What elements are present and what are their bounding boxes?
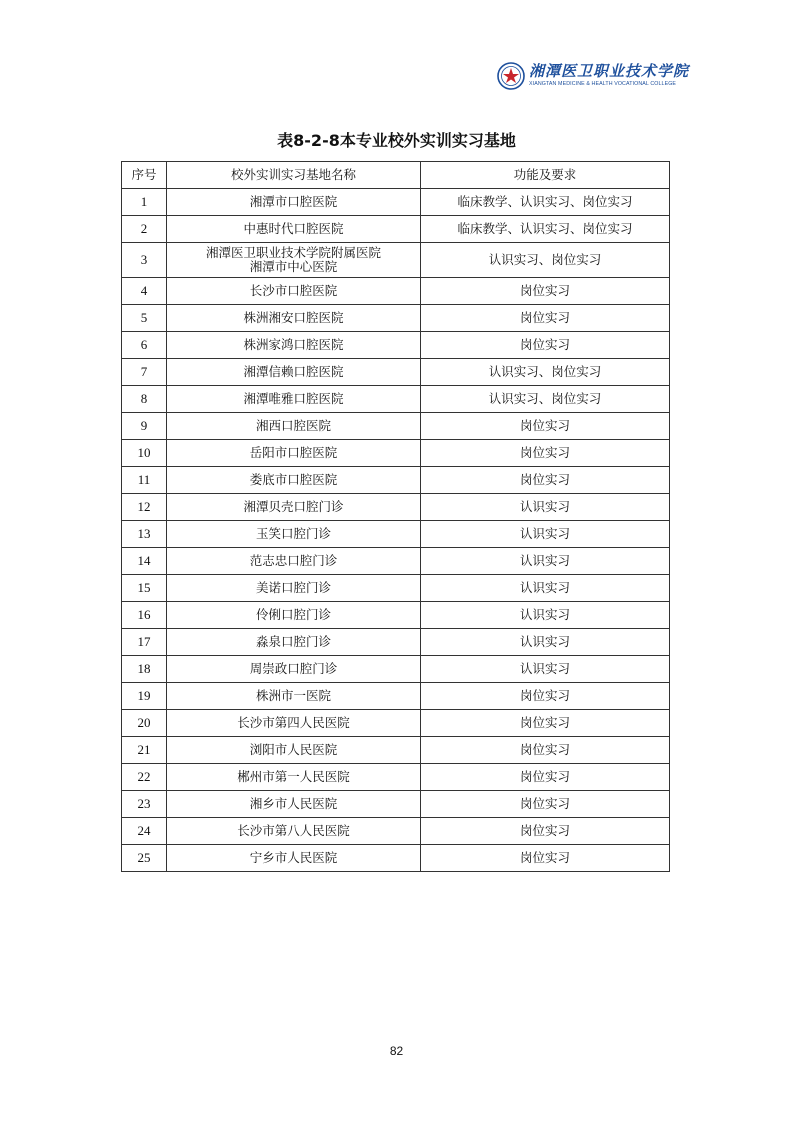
row-serial: 11 xyxy=(122,467,167,494)
row-base-name xyxy=(167,602,421,629)
row-serial: 21 xyxy=(122,737,167,764)
row-function: 岗位实习 xyxy=(421,764,670,791)
table-row xyxy=(122,494,670,521)
table-row xyxy=(122,548,670,575)
row-function: 认识实习、岗位实习 xyxy=(421,386,670,413)
base-name-line: 郴州市第一人民医院 xyxy=(237,769,350,784)
table-row xyxy=(122,278,670,305)
base-name-line: 浏阳市人民医院 xyxy=(249,742,338,757)
row-serial: 23 xyxy=(122,791,167,818)
base-name-line: 湘西口腔医院 xyxy=(255,418,331,433)
row-base-name xyxy=(167,216,421,243)
row-serial: 24 xyxy=(122,818,167,845)
page-number: 82 xyxy=(389,1044,404,1058)
row-base-name xyxy=(167,575,421,602)
row-function: 岗位实习 xyxy=(421,710,670,737)
row-serial: 3 xyxy=(122,243,167,278)
row-base-name xyxy=(167,764,421,791)
row-base-name xyxy=(167,467,421,494)
row-function: 认识实习 xyxy=(421,602,670,629)
row-serial: 15 xyxy=(122,575,167,602)
table-body xyxy=(122,189,670,872)
base-name-line: 娄底市口腔医院 xyxy=(249,472,338,487)
base-name-line: 宁乡市人民医院 xyxy=(249,850,338,865)
table-row xyxy=(122,656,670,683)
base-name-line: 湘潭医卫职业技术学院附属医院 xyxy=(205,245,381,260)
base-name-line: 长沙市口腔医院 xyxy=(249,283,338,298)
row-function: 认识实习、岗位实习 xyxy=(421,243,670,278)
row-base-name xyxy=(167,548,421,575)
row-base-name xyxy=(167,494,421,521)
base-name-line: 株洲市一医院 xyxy=(255,688,331,703)
row-serial: 19 xyxy=(122,683,167,710)
row-base-name xyxy=(167,845,421,872)
table-row xyxy=(122,440,670,467)
row-serial: 5 xyxy=(122,305,167,332)
row-function: 认识实习 xyxy=(421,656,670,683)
base-name-line: 湘潭市中心医院 xyxy=(249,259,338,274)
table-row xyxy=(122,818,670,845)
table-row xyxy=(122,629,670,656)
base-name-line: 范志忠口腔门诊 xyxy=(249,553,338,568)
table-row xyxy=(122,737,670,764)
row-base-name xyxy=(167,521,421,548)
row-function: 岗位实习 xyxy=(421,818,670,845)
row-base-name xyxy=(167,189,421,216)
row-base-name xyxy=(167,791,421,818)
row-serial: 8 xyxy=(122,386,167,413)
row-function: 认识实习、岗位实习 xyxy=(421,359,670,386)
row-function: 认识实习 xyxy=(421,494,670,521)
row-serial: 4 xyxy=(122,278,167,305)
row-base-name xyxy=(167,413,421,440)
base-name-line: 长沙市第四人民医院 xyxy=(237,715,350,730)
table-row xyxy=(122,216,670,243)
row-function: 岗位实习 xyxy=(421,737,670,764)
table-row xyxy=(122,359,670,386)
row-serial: 22 xyxy=(122,764,167,791)
base-name-line: 湘潭贝壳口腔门诊 xyxy=(243,499,344,514)
table-row xyxy=(122,602,670,629)
college-logo xyxy=(497,60,690,94)
row-function: 岗位实习 xyxy=(421,332,670,359)
base-name-line: 湘潭唯雅口腔医院 xyxy=(243,391,344,406)
row-base-name xyxy=(167,359,421,386)
row-serial: 6 xyxy=(122,332,167,359)
row-function: 岗位实习 xyxy=(421,467,670,494)
logo-english-name: XIANGTAN MEDICINE & HEALTH VOCATIONAL COLLEGE xyxy=(529,81,677,87)
row-function: 认识实习 xyxy=(421,575,670,602)
base-name-line: 玉笑口腔门诊 xyxy=(255,526,331,541)
header-base-name: 校外实训实习基地名称 xyxy=(167,162,421,189)
row-function: 临床教学、认识实习、岗位实习 xyxy=(421,216,670,243)
row-base-name xyxy=(167,440,421,467)
table-row xyxy=(122,710,670,737)
header-serial: 序号 xyxy=(122,162,167,189)
base-name-line: 淼泉口腔门诊 xyxy=(255,634,331,649)
table-row xyxy=(122,521,670,548)
row-serial: 25 xyxy=(122,845,167,872)
row-base-name xyxy=(167,243,421,278)
table-row xyxy=(122,332,670,359)
row-base-name xyxy=(167,278,421,305)
table-row xyxy=(122,467,670,494)
base-name-line: 周崇政口腔门诊 xyxy=(249,661,338,676)
base-name-line: 岳阳市口腔医院 xyxy=(249,445,338,460)
row-function: 岗位实习 xyxy=(421,845,670,872)
practice-base-table xyxy=(121,161,670,872)
base-name-line: 中惠时代口腔医院 xyxy=(243,221,344,236)
base-name-line: 长沙市第八人民医院 xyxy=(237,823,350,838)
table-row xyxy=(122,413,670,440)
table-row xyxy=(122,243,670,278)
base-name-line: 湘潭信赖口腔医院 xyxy=(243,364,344,379)
table-row xyxy=(122,305,670,332)
base-name-line: 美诺口腔门诊 xyxy=(255,580,331,595)
row-serial: 14 xyxy=(122,548,167,575)
row-function: 认识实习 xyxy=(421,548,670,575)
base-name-line: 株洲家鸿口腔医院 xyxy=(243,337,344,352)
row-serial: 12 xyxy=(122,494,167,521)
row-function: 岗位实习 xyxy=(421,413,670,440)
row-serial: 7 xyxy=(122,359,167,386)
row-serial: 17 xyxy=(122,629,167,656)
row-serial: 10 xyxy=(122,440,167,467)
base-name-line: 伶俐口腔门诊 xyxy=(255,607,331,622)
row-base-name xyxy=(167,305,421,332)
college-seal-icon xyxy=(497,62,525,90)
row-serial: 13 xyxy=(122,521,167,548)
row-function: 岗位实习 xyxy=(421,683,670,710)
row-function: 临床教学、认识实习、岗位实习 xyxy=(421,189,670,216)
table-row xyxy=(122,683,670,710)
table-header-row xyxy=(122,162,670,189)
row-base-name xyxy=(167,683,421,710)
row-base-name xyxy=(167,629,421,656)
base-name-line: 湘潭市口腔医院 xyxy=(249,194,338,209)
base-name-line: 株洲湘安口腔医院 xyxy=(243,310,344,325)
row-function: 岗位实习 xyxy=(421,278,670,305)
row-function: 认识实习 xyxy=(421,629,670,656)
row-base-name xyxy=(167,656,421,683)
row-serial: 9 xyxy=(122,413,167,440)
row-serial: 16 xyxy=(122,602,167,629)
table-title: 表8-2-8本专业校外实训实习基地 xyxy=(277,131,516,150)
table-row xyxy=(122,845,670,872)
row-base-name xyxy=(167,737,421,764)
table-row xyxy=(122,791,670,818)
row-function: 岗位实习 xyxy=(421,791,670,818)
row-serial: 18 xyxy=(122,656,167,683)
row-base-name xyxy=(167,386,421,413)
header-function: 功能及要求 xyxy=(421,162,670,189)
table-row xyxy=(122,575,670,602)
row-function: 岗位实习 xyxy=(421,305,670,332)
row-serial: 20 xyxy=(122,710,167,737)
row-function: 岗位实习 xyxy=(421,440,670,467)
base-name-line: 湘乡市人民医院 xyxy=(249,796,338,811)
table-row xyxy=(122,386,670,413)
table-row xyxy=(122,189,670,216)
row-serial: 2 xyxy=(122,216,167,243)
row-base-name xyxy=(167,818,421,845)
row-base-name xyxy=(167,332,421,359)
logo-chinese-name: 湘潭医卫职业技术学院 xyxy=(529,62,690,80)
row-function: 认识实习 xyxy=(421,521,670,548)
table-row xyxy=(122,764,670,791)
row-serial: 1 xyxy=(122,189,167,216)
row-base-name xyxy=(167,710,421,737)
